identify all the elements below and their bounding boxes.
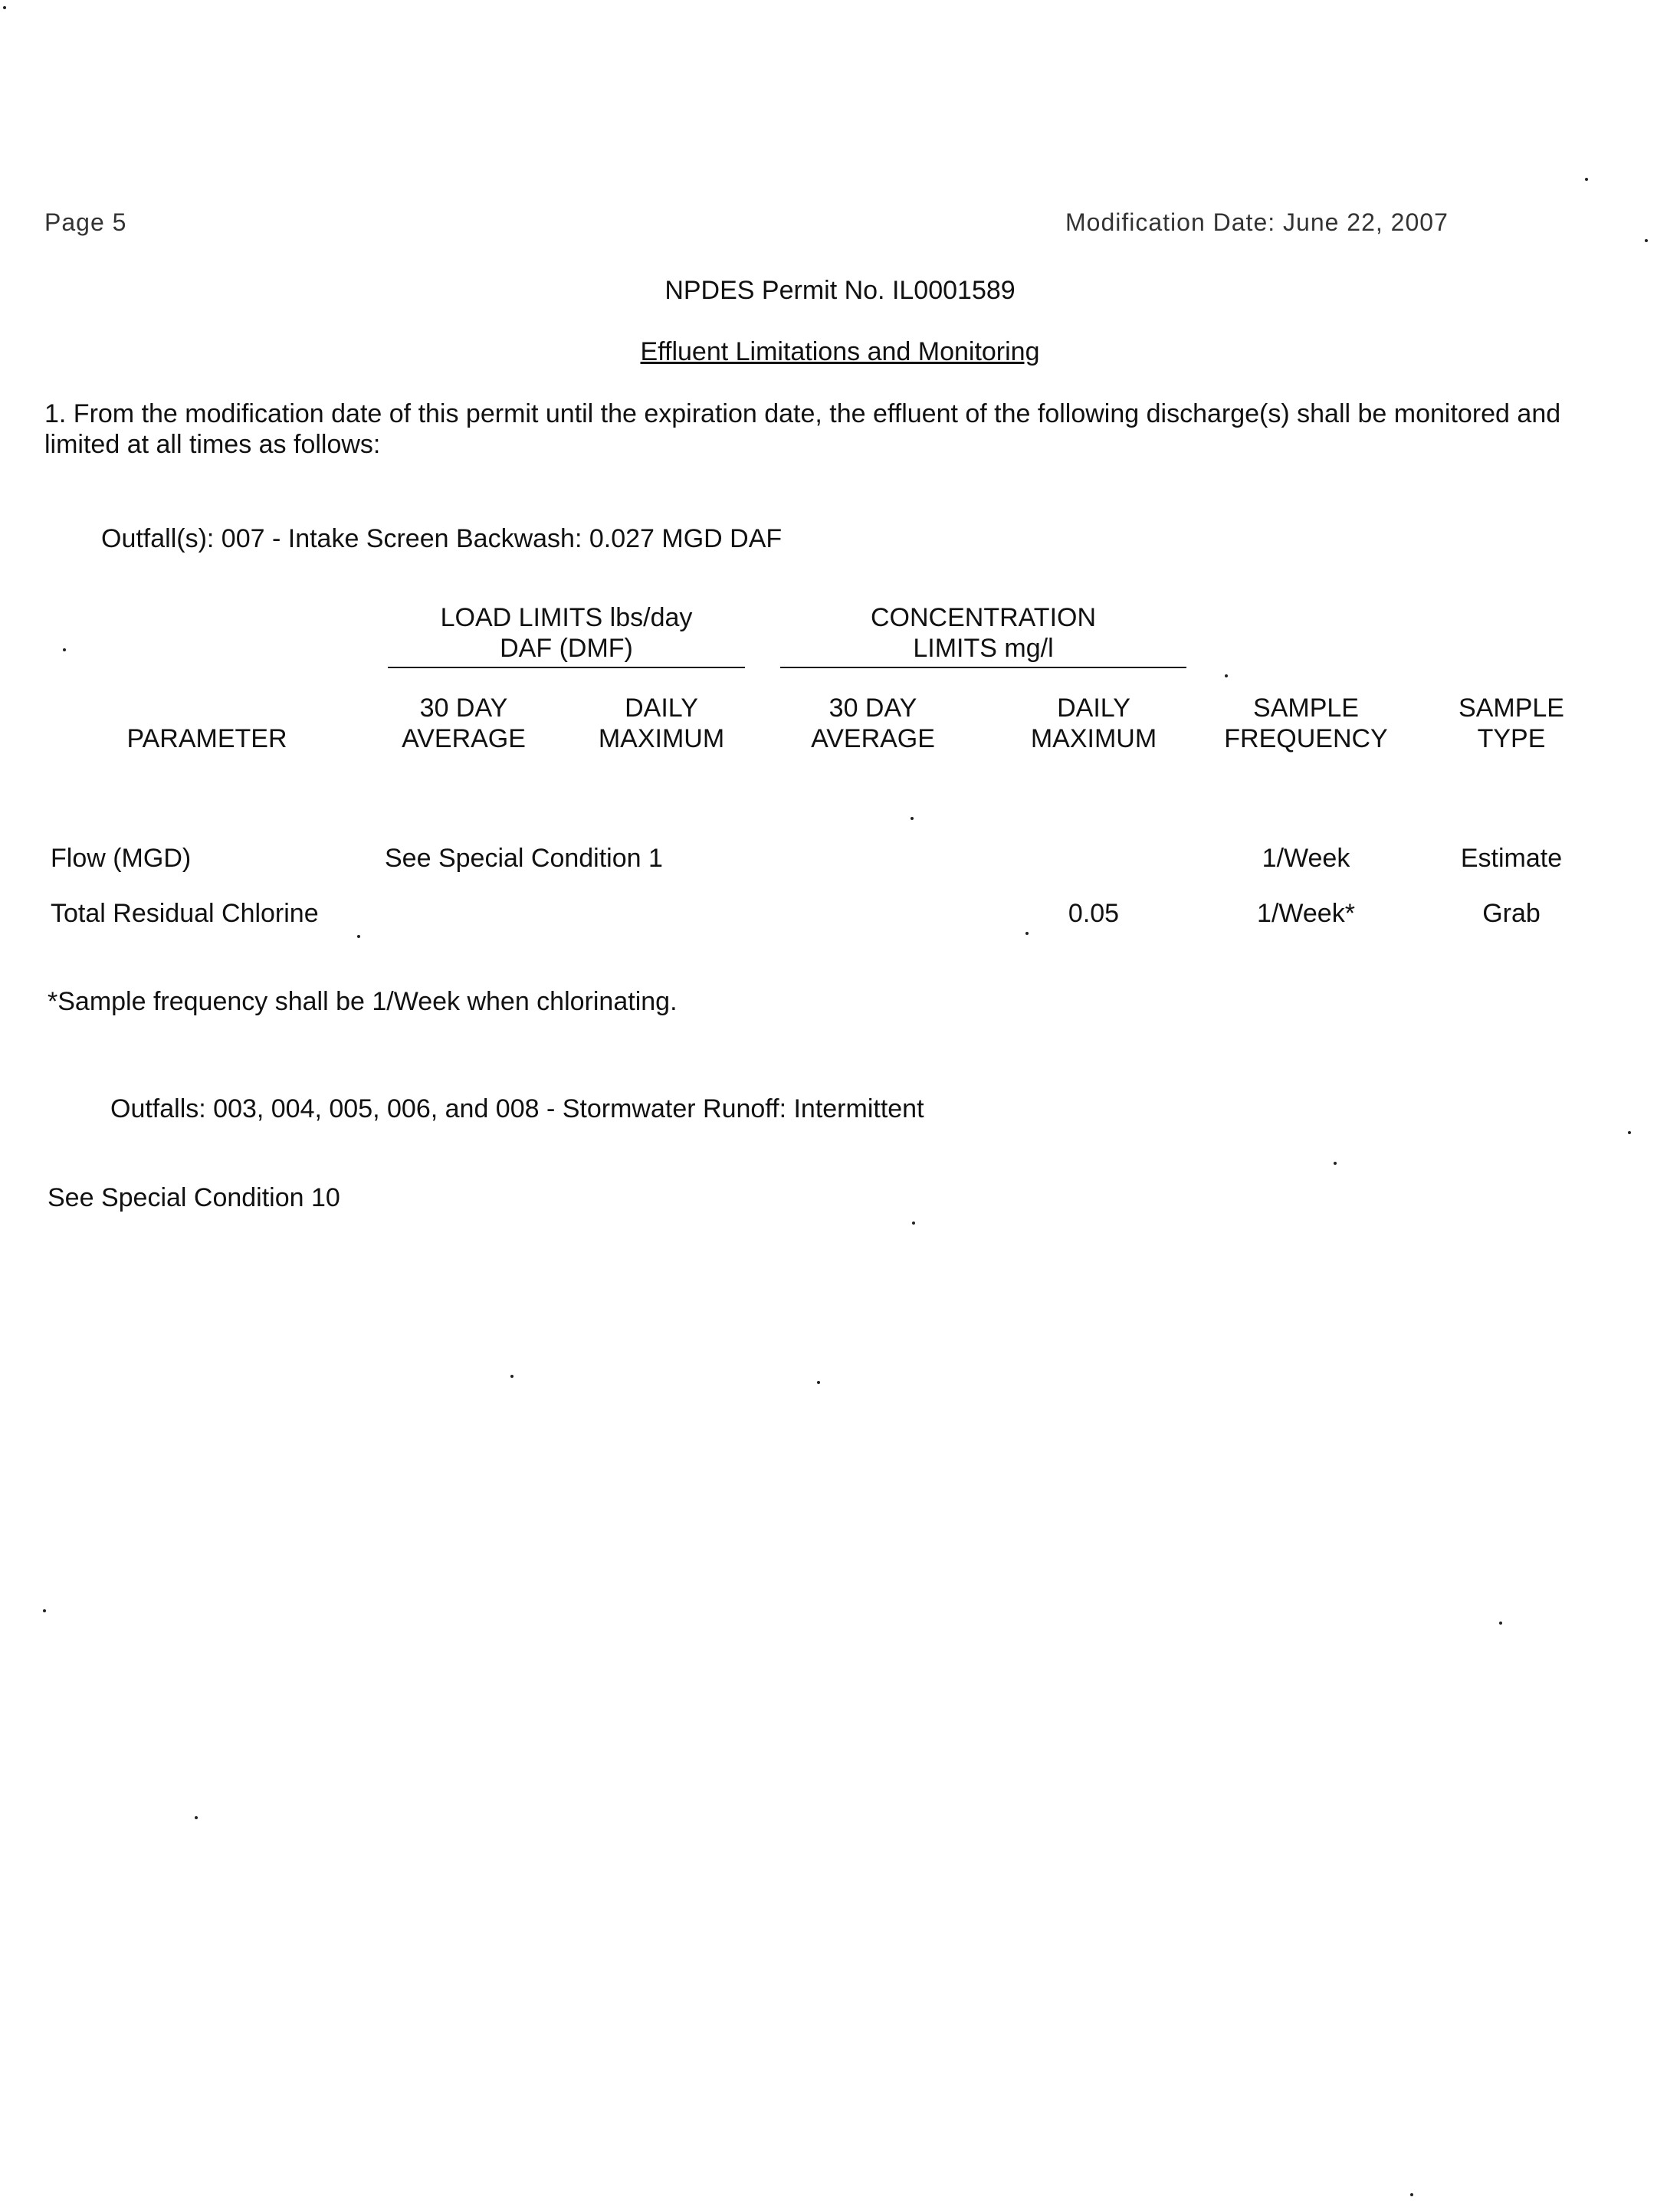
row-flow-parameter: Flow (MGD) <box>51 844 192 873</box>
row-chlorine-type: Grab <box>1482 899 1541 928</box>
row-flow-frequency: 1/Week <box>1262 844 1350 873</box>
col-header-parameter-text: PARAMETER <box>126 724 287 753</box>
col-header-load-30-day <box>383 693 544 754</box>
col-header-conc-30-day-line1: 30 DAY <box>829 694 917 723</box>
col-header-conc-daily-max <box>1013 693 1174 754</box>
section-heading-text: Effluent Limitations and Monitoring <box>640 337 1040 366</box>
scan-speck <box>911 817 914 820</box>
scan-speck <box>63 648 66 651</box>
col-header-conc-daily-line2: MAXIMUM <box>1030 724 1157 753</box>
modification-date: Modification Date: June 22, 2007 <box>1065 208 1449 236</box>
outfall-007-description: Outfall(s): 007 - Intake Screen Backwash: 0.027 MGD DAF <box>101 524 783 553</box>
row-flow-type: Estimate <box>1460 844 1563 873</box>
scan-speck <box>817 1381 820 1384</box>
concentration-limits-group-header <box>780 602 1186 668</box>
col-header-type-line1: SAMPLE <box>1459 694 1564 723</box>
scan-speck <box>510 1375 514 1378</box>
load-limits-rule <box>388 667 745 668</box>
scan-speck <box>912 1222 915 1225</box>
concentration-limits-units: LIMITS mg/l <box>913 634 1054 663</box>
col-header-parameter <box>107 723 307 754</box>
scan-speck <box>1585 178 1588 181</box>
col-header-conc-30-day <box>792 693 953 754</box>
scan-speck <box>43 1609 46 1612</box>
intro-paragraph: 1. From the modification date of this permit until the expiration date, the effluent of the following discharge(s) shall be monitored and limited at all times as follows: <box>44 399 1561 459</box>
col-header-type-line2: TYPE <box>1477 724 1546 753</box>
row-chlorine-frequency: 1/Week* <box>1257 899 1355 928</box>
col-header-load-30-day-line2: AVERAGE <box>402 724 526 753</box>
col-header-load-30-day-line1: 30 DAY <box>419 694 508 723</box>
scan-speck <box>357 935 360 938</box>
permit-number: NPDES Permit No. IL0001589 <box>664 276 1016 305</box>
load-limits-label: LOAD LIMITS lbs/day <box>440 603 693 632</box>
scan-speck <box>3 6 6 9</box>
col-header-load-daily-line1: DAILY <box>625 694 698 723</box>
scan-speck <box>1499 1622 1502 1625</box>
footnote: *Sample frequency shall be 1/Week when chlorinating. <box>48 987 678 1016</box>
col-header-conc-30-day-line2: AVERAGE <box>811 724 935 753</box>
col-header-sample-type <box>1435 693 1588 754</box>
row-chlorine-parameter: Total Residual Chlorine <box>51 899 319 928</box>
col-header-conc-daily-line1: DAILY <box>1057 694 1130 723</box>
row-chlorine-daily-max: 0.05 <box>1068 899 1120 928</box>
concentration-limits-rule <box>780 667 1186 668</box>
scan-speck <box>1025 932 1029 935</box>
col-header-load-daily-max <box>581 693 742 754</box>
stormwater-outfalls-description: Outfalls: 003, 004, 005, 006, and 008 - Stormwater Runoff: Intermittent <box>110 1094 924 1123</box>
col-header-frequency-line1: SAMPLE <box>1253 694 1359 723</box>
load-limits-units: DAF (DMF) <box>500 634 633 663</box>
scan-speck <box>195 1816 198 1819</box>
scan-speck <box>1645 239 1648 242</box>
scan-speck <box>1334 1162 1337 1165</box>
see-special-condition-10: See Special Condition 10 <box>48 1183 340 1212</box>
page-number: Page 5 <box>44 208 127 236</box>
load-limits-group-header <box>388 602 745 668</box>
row-flow-load-note: See Special Condition 1 <box>385 844 663 873</box>
concentration-limits-label: CONCENTRATION <box>870 603 1097 632</box>
scan-speck <box>1225 674 1228 677</box>
scan-speck <box>1410 2193 1413 2196</box>
scan-speck <box>1628 1131 1631 1134</box>
col-header-frequency-line2: FREQUENCY <box>1224 724 1388 753</box>
section-heading <box>0 337 1680 367</box>
col-header-load-daily-line2: MAXIMUM <box>598 724 725 753</box>
col-header-sample-frequency <box>1214 693 1398 754</box>
